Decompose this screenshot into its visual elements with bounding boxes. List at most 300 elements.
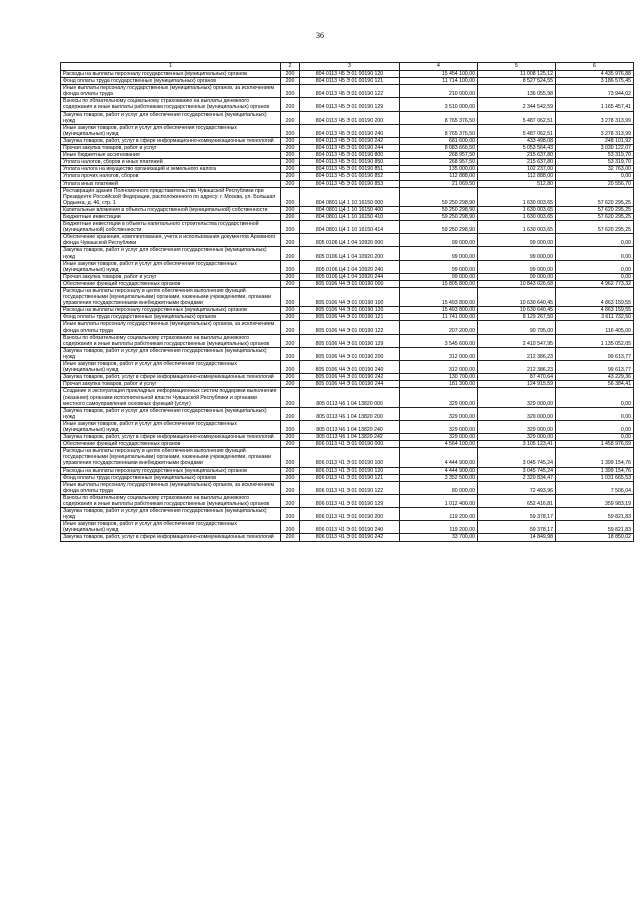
line-code-cell: 200 bbox=[281, 521, 300, 534]
approved-amount-cell: 80 000,00 bbox=[400, 481, 478, 494]
line-code-cell: 200 bbox=[281, 434, 300, 441]
approved-amount-cell: 3 352 500,00 bbox=[400, 474, 478, 481]
item-name-cell: Бюджетные инвестиции в объекты капитального строительства государственной (муниципальной) собственности bbox=[61, 221, 281, 234]
item-name-cell: Реставрация здания Полномочного представительства Чувашской Республики при Президенте Российской Федерации, расположенного по адресу: г. Москва, ул. Большая Ордынка, д. 46, стр. 1 bbox=[61, 187, 281, 206]
executed-amount-cell: 212 386,23 bbox=[478, 361, 556, 374]
budget-execution-table bbox=[60, 62, 634, 542]
approved-amount-cell: 4 444 900,00 bbox=[400, 448, 478, 467]
executed-amount-cell: 14 849,98 bbox=[478, 534, 556, 541]
line-code-cell: 200 bbox=[281, 314, 300, 321]
executed-amount-cell: 3 045 745,24 bbox=[478, 448, 556, 467]
line-code-cell: 200 bbox=[281, 508, 300, 521]
approved-amount-cell: 59 250 298,90 bbox=[400, 187, 478, 206]
line-code-cell: 200 bbox=[281, 534, 300, 541]
table-row bbox=[61, 159, 634, 166]
unexecuted-amount-cell: 0,00 bbox=[556, 434, 634, 441]
line-code-cell: 200 bbox=[281, 307, 300, 314]
budget-code-cell: 805 0106 Ч4 Э 01 00190 240 bbox=[300, 361, 400, 374]
executed-amount-cell: 112 888,00 bbox=[478, 173, 556, 180]
executed-amount-cell: 10 843 026,68 bbox=[478, 280, 556, 287]
unexecuted-amount-cell: 73 944,02 bbox=[556, 85, 634, 98]
executed-amount-cell: 59 378,17 bbox=[478, 521, 556, 534]
line-code-cell: 200 bbox=[281, 260, 300, 273]
budget-code-cell: 805 0106 Ч4 Э 01 00190 100 bbox=[300, 288, 400, 307]
budget-code-cell: 804 0113 Ч5 Э 01 00190 800 bbox=[300, 152, 400, 159]
approved-amount-cell: 135 000,00 bbox=[400, 166, 478, 173]
approved-amount-cell: 119 200,00 bbox=[400, 508, 478, 521]
line-code-cell: 200 bbox=[281, 334, 300, 347]
unexecuted-amount-cell: 4 962 773,32 bbox=[556, 280, 634, 287]
line-code-cell: 200 bbox=[281, 173, 300, 180]
item-name-cell: Взносы по обязательному социальному страхованию на выплаты денежного содержания и иные выплаты работникам государственных (муниципальных) органов bbox=[61, 334, 281, 347]
unexecuted-amount-cell: 99 613,77 bbox=[556, 347, 634, 360]
unexecuted-amount-cell: 3 278 313,99 bbox=[556, 124, 634, 137]
unexecuted-amount-cell: 57 620 295,25 bbox=[556, 221, 634, 234]
table-row bbox=[61, 247, 634, 260]
budget-code-cell: 804 0113 Ч5 Э 01 00190 853 bbox=[300, 180, 400, 187]
line-code-cell: 200 bbox=[281, 85, 300, 98]
table-row bbox=[61, 494, 634, 507]
approved-amount-cell: 8 083 666,50 bbox=[400, 145, 478, 152]
unexecuted-amount-cell: 59 821,83 bbox=[556, 521, 634, 534]
table-row bbox=[61, 481, 634, 494]
unexecuted-amount-cell: 4 863 159,55 bbox=[556, 288, 634, 307]
unexecuted-amount-cell: 248 101,92 bbox=[556, 137, 634, 144]
table-row bbox=[61, 474, 634, 481]
approved-amount-cell: 15 493 800,00 bbox=[400, 307, 478, 314]
table-row bbox=[61, 98, 634, 111]
executed-amount-cell: 329 000,00 bbox=[478, 434, 556, 441]
item-name-cell: Закупка товаров, работ и услуг для обеспечения государственных (муниципальных) нужд bbox=[61, 247, 281, 260]
column-number: 5 bbox=[478, 63, 556, 71]
budget-code-cell: 804 0113 Ч5 Э 01 00190 200 bbox=[300, 111, 400, 124]
table-row bbox=[61, 152, 634, 159]
item-name-cell: Закупка товаров, работ, услуг в сфере информационно-коммуникационных технологий bbox=[61, 374, 281, 381]
executed-amount-cell: 10 630 640,45 bbox=[478, 288, 556, 307]
table-row bbox=[61, 273, 634, 280]
budget-code-cell: 804 0801 Ц4 1 10 16150 400 bbox=[300, 206, 400, 213]
executed-amount-cell: 5 053 564,43 bbox=[478, 145, 556, 152]
table-row bbox=[61, 187, 634, 206]
unexecuted-amount-cell: 0,00 bbox=[556, 273, 634, 280]
table-row bbox=[61, 314, 634, 321]
line-code-cell: 200 bbox=[281, 234, 300, 247]
approved-amount-cell: 21 069,50 bbox=[400, 180, 478, 187]
table-row bbox=[61, 78, 634, 85]
item-name-cell: Прочая закупка товаров, работ и услуг bbox=[61, 145, 281, 152]
line-code-cell: 200 bbox=[281, 247, 300, 260]
approved-amount-cell: 112 888,00 bbox=[400, 173, 478, 180]
unexecuted-amount-cell: 1 135 052,05 bbox=[556, 334, 634, 347]
line-code-cell: 200 bbox=[281, 280, 300, 287]
table-row bbox=[61, 420, 634, 433]
table-row bbox=[61, 221, 634, 234]
line-code-cell: 200 bbox=[281, 474, 300, 481]
approved-amount-cell: 8 765 376,50 bbox=[400, 111, 478, 124]
item-name-cell: Обеспечение функций государственных органов bbox=[61, 441, 281, 448]
approved-amount-cell: 210 000,00 bbox=[400, 85, 478, 98]
unexecuted-amount-cell: 3 186 575,45 bbox=[556, 78, 634, 85]
executed-amount-cell: 99 000,00 bbox=[478, 260, 556, 273]
executed-amount-cell: 8 129 267,50 bbox=[478, 314, 556, 321]
approved-amount-cell: 119 200,00 bbox=[400, 521, 478, 534]
unexecuted-amount-cell: 43 229,36 bbox=[556, 374, 634, 381]
budget-code-cell: 805 0106 Ч4 Э 01 00190 200 bbox=[300, 347, 400, 360]
item-name-cell: Закупка товаров, работ и услуг для обеспечения государственных (муниципальных) нужд bbox=[61, 111, 281, 124]
item-name-cell: Расходы на выплаты персоналу государственных (муниципальных) органов bbox=[61, 71, 281, 78]
column-number: 1 bbox=[61, 63, 281, 71]
unexecuted-amount-cell: 32 763,00 bbox=[556, 166, 634, 173]
item-name-cell: Закупка товаров, работ, услуг в сфере информационно-коммуникационных технологий bbox=[61, 434, 281, 441]
approved-amount-cell: 207 200,00 bbox=[400, 321, 478, 334]
approved-amount-cell: 329 000,00 bbox=[400, 388, 478, 407]
table-row bbox=[61, 374, 634, 381]
line-code-cell: 200 bbox=[281, 374, 300, 381]
approved-amount-cell: 681 600,00 bbox=[400, 137, 478, 144]
budget-code-cell: 806 0113 Ч1 Э 01 00190 200 bbox=[300, 508, 400, 521]
executed-amount-cell: 652 416,81 bbox=[478, 494, 556, 507]
item-name-cell: Иные закупки товаров, работ и услуг для обеспечения государственных (муниципальных) нужд bbox=[61, 420, 281, 433]
column-number: 4 bbox=[400, 63, 478, 71]
executed-amount-cell: 1 630 003,65 bbox=[478, 221, 556, 234]
executed-amount-cell: 102 237,00 bbox=[478, 166, 556, 173]
executed-amount-cell: 99 000,00 bbox=[478, 273, 556, 280]
executed-amount-cell: 1 630 003,65 bbox=[478, 206, 556, 213]
table-row bbox=[61, 361, 634, 374]
line-code-cell: 200 bbox=[281, 467, 300, 474]
unexecuted-amount-cell: 53 319,70 bbox=[556, 152, 634, 159]
unexecuted-amount-cell: 1 458 976,59 bbox=[556, 441, 634, 448]
executed-amount-cell: 433 498,08 bbox=[478, 137, 556, 144]
budget-code-cell: 805 0106 Ч4 Э 01 00190 121 bbox=[300, 314, 400, 321]
unexecuted-amount-cell: 0,00 bbox=[556, 173, 634, 180]
budget-code-cell: 806 0113 Ч1 Э 01 00190 129 bbox=[300, 494, 400, 507]
executed-amount-cell: 212 386,23 bbox=[478, 347, 556, 360]
line-code-cell: 200 bbox=[281, 448, 300, 467]
table-row bbox=[61, 85, 634, 98]
item-name-cell: Уплата прочих налогов, сборов bbox=[61, 173, 281, 180]
unexecuted-amount-cell: 0,00 bbox=[556, 420, 634, 433]
item-name-cell: Фонд оплаты труда государственных (муниципальных) органов bbox=[61, 474, 281, 481]
table-row bbox=[61, 280, 634, 287]
approved-amount-cell: 59 250 298,90 bbox=[400, 206, 478, 213]
budget-code-cell: 805 0106 Ч4 Э 01 00190 242 bbox=[300, 374, 400, 381]
budget-code-cell: 805 0106 Ч4 Э 01 00190 122 bbox=[300, 321, 400, 334]
executed-amount-cell: 1 630 003,65 bbox=[478, 213, 556, 220]
unexecuted-amount-cell: 1 399 154,76 bbox=[556, 467, 634, 474]
budget-code-cell: 804 0113 Ч5 Э 01 00190 242 bbox=[300, 137, 400, 144]
executed-amount-cell: 2 344 542,59 bbox=[478, 98, 556, 111]
item-name-cell: Прочая закупка товаров, работ и услуг bbox=[61, 273, 281, 280]
item-name-cell: Фонд оплаты труда государственных (муниципальных) органов bbox=[61, 78, 281, 85]
budget-code-cell: 805 0113 Ч6 1 04 13820 200 bbox=[300, 407, 400, 420]
column-number: 2 bbox=[281, 63, 300, 71]
budget-code-cell: 805 0106 Ч4 Э 01 00190 129 bbox=[300, 334, 400, 347]
approved-amount-cell: 181 300,00 bbox=[400, 381, 478, 388]
item-name-cell: Иные закупки товаров, работ и услуг для обеспечения государственных (муниципальных) нужд bbox=[61, 521, 281, 534]
item-name-cell: Капитальные вложения в объекты государственной (муниципальной) собственности bbox=[61, 206, 281, 213]
line-code-cell: 200 bbox=[281, 159, 300, 166]
approved-amount-cell: 99 000,00 bbox=[400, 247, 478, 260]
approved-amount-cell: 15 805 800,00 bbox=[400, 280, 478, 287]
item-name-cell: Иные закупки товаров, работ и услуг для обеспечения государственных (муниципальных) нужд bbox=[61, 361, 281, 374]
executed-amount-cell: 5 487 062,51 bbox=[478, 124, 556, 137]
budget-code-cell: 804 0113 Ч5 Э 01 00190 240 bbox=[300, 124, 400, 137]
approved-amount-cell: 11 741 000,00 bbox=[400, 314, 478, 321]
line-code-cell: 200 bbox=[281, 321, 300, 334]
approved-amount-cell: 99 000,00 bbox=[400, 273, 478, 280]
item-name-cell: Взносы по обязательному социальному страхованию на выплаты денежного содержания и иные выплаты работникам государственных (муниципальных) органов bbox=[61, 494, 281, 507]
executed-amount-cell: 329 000,00 bbox=[478, 388, 556, 407]
executed-amount-cell: 329 000,00 bbox=[478, 420, 556, 433]
table-row bbox=[61, 508, 634, 521]
budget-code-cell: 804 0113 Ч5 Э 01 00190 122 bbox=[300, 85, 400, 98]
table-row bbox=[61, 381, 634, 388]
item-name-cell: Иные выплаты персоналу государственных (муниципальных) органов, за исключением фонда оплаты труда bbox=[61, 321, 281, 334]
table-row bbox=[61, 321, 634, 334]
table-row bbox=[61, 534, 634, 541]
unexecuted-amount-cell: 3 611 732,50 bbox=[556, 314, 634, 321]
approved-amount-cell: 1 012 400,00 bbox=[400, 494, 478, 507]
budget-code-cell: 804 0113 Ч5 Э 01 00190 850 bbox=[300, 159, 400, 166]
line-code-cell: 200 bbox=[281, 152, 300, 159]
item-name-cell: Расходы на выплаты персоналу государственных (муниципальных) органов bbox=[61, 307, 281, 314]
budget-code-cell: 806 0113 Ч1 Э 01 00190 122 bbox=[300, 481, 400, 494]
line-code-cell: 200 bbox=[281, 347, 300, 360]
unexecuted-amount-cell: 7 506,04 bbox=[556, 481, 634, 494]
unexecuted-amount-cell: 4 435 976,88 bbox=[556, 71, 634, 78]
unexecuted-amount-cell: 4 863 159,55 bbox=[556, 307, 634, 314]
approved-amount-cell: 4 564 100,00 bbox=[400, 441, 478, 448]
table-row bbox=[61, 407, 634, 420]
unexecuted-amount-cell: 1 165 457,41 bbox=[556, 98, 634, 111]
unexecuted-amount-cell: 56 384,41 bbox=[556, 381, 634, 388]
approved-amount-cell: 3 545 600,00 bbox=[400, 334, 478, 347]
table-row bbox=[61, 467, 634, 474]
executed-amount-cell: 3 105 123,41 bbox=[478, 441, 556, 448]
approved-amount-cell: 312 000,00 bbox=[400, 347, 478, 360]
item-name-cell: Уплата налогов, сборов и иных платежей bbox=[61, 159, 281, 166]
unexecuted-amount-cell: 53 319,70 bbox=[556, 159, 634, 166]
line-code-cell: 200 bbox=[281, 71, 300, 78]
line-code-cell: 200 bbox=[281, 441, 300, 448]
item-name-cell: Обеспечение функций государственных органов bbox=[61, 280, 281, 287]
approved-amount-cell: 268 957,50 bbox=[400, 152, 478, 159]
table-row bbox=[61, 521, 634, 534]
executed-amount-cell: 2 410 547,95 bbox=[478, 334, 556, 347]
line-code-cell: 200 bbox=[281, 111, 300, 124]
budget-code-cell: 805 0106 Ч4 Э 01 00190 000 bbox=[300, 280, 400, 287]
approved-amount-cell: 11 714 100,00 bbox=[400, 78, 478, 85]
approved-amount-cell: 312 000,00 bbox=[400, 361, 478, 374]
item-name-cell: Создание и эксплуатация прикладных информационных систем поддержки выполнения (оказания) органами исполнительной власти Чувашской Республики и органами местного самоуправления основных функций (услуг) bbox=[61, 388, 281, 407]
approved-amount-cell: 3 510 000,00 bbox=[400, 98, 478, 111]
unexecuted-amount-cell: 20 556,70 bbox=[556, 180, 634, 187]
line-code-cell: 200 bbox=[281, 137, 300, 144]
item-name-cell: Закупка товаров, работ и услуг для обеспечения государственных (муниципальных) нужд bbox=[61, 407, 281, 420]
unexecuted-amount-cell: 0,00 bbox=[556, 247, 634, 260]
table-row bbox=[61, 213, 634, 220]
budget-code-cell: 805 0106 Ч4 Э 01 00190 120 bbox=[300, 307, 400, 314]
table-row bbox=[61, 441, 634, 448]
approved-amount-cell: 99 000,00 bbox=[400, 234, 478, 247]
unexecuted-amount-cell: 59 821,83 bbox=[556, 508, 634, 521]
unexecuted-amount-cell: 99 613,77 bbox=[556, 361, 634, 374]
unexecuted-amount-cell: 0,00 bbox=[556, 388, 634, 407]
item-name-cell: Иные бюджетные ассигнования bbox=[61, 152, 281, 159]
unexecuted-amount-cell: 0,00 bbox=[556, 260, 634, 273]
item-name-cell: Уплата налога на имущество организаций и земельного налога bbox=[61, 166, 281, 173]
executed-amount-cell: 329 000,00 bbox=[478, 407, 556, 420]
unexecuted-amount-cell: 3 278 313,99 bbox=[556, 111, 634, 124]
approved-amount-cell: 8 765 376,50 bbox=[400, 124, 478, 137]
table-row bbox=[61, 288, 634, 307]
table-row bbox=[61, 111, 634, 124]
executed-amount-cell: 124 915,59 bbox=[478, 381, 556, 388]
item-name-cell: Прочая закупка товаров, работ и услуг bbox=[61, 381, 281, 388]
executed-amount-cell: 2 320 834,47 bbox=[478, 474, 556, 481]
approved-amount-cell: 329 000,00 bbox=[400, 407, 478, 420]
budget-code-cell: 804 0113 Ч5 Э 01 00190 120 bbox=[300, 71, 400, 78]
approved-amount-cell: 130 700,00 bbox=[400, 374, 478, 381]
budget-code-cell: 805 0106 Ц4 1 04 10920 240 bbox=[300, 260, 400, 273]
executed-amount-cell: 11 008 125,12 bbox=[478, 71, 556, 78]
item-name-cell: Расходы на выплаты персоналу государственных (муниципальных) органов bbox=[61, 467, 281, 474]
line-code-cell: 200 bbox=[281, 481, 300, 494]
budget-code-cell: 806 0113 Ч1 Э 01 00190 120 bbox=[300, 467, 400, 474]
unexecuted-amount-cell: 18 850,02 bbox=[556, 534, 634, 541]
line-code-cell: 200 bbox=[281, 166, 300, 173]
item-name-cell: Взносы по обязательному социальному страхованию на выплаты денежного содержания и иные выплаты работникам государственных (муниципальных) органов bbox=[61, 98, 281, 111]
budget-code-cell: 805 0106 Ц4 1 04 10920 244 bbox=[300, 273, 400, 280]
table-row bbox=[61, 71, 634, 78]
executed-amount-cell: 99 000,00 bbox=[478, 234, 556, 247]
budget-code-cell: 805 0113 Ч6 1 04 13820 000 bbox=[300, 388, 400, 407]
line-code-cell: 200 bbox=[281, 187, 300, 206]
line-code-cell: 200 bbox=[281, 388, 300, 407]
executed-amount-cell: 1 630 003,65 bbox=[478, 187, 556, 206]
item-name-cell: Бюджетные инвестиции bbox=[61, 213, 281, 220]
budget-code-cell: 805 0113 Ч6 1 04 13820 242 bbox=[300, 434, 400, 441]
line-code-cell: 200 bbox=[281, 145, 300, 152]
budget-code-cell: 804 0113 Ч5 Э 01 00190 129 bbox=[300, 98, 400, 111]
item-name-cell: Закупка товаров, работ и услуг для обеспечения государственных (муниципальных) нужд bbox=[61, 347, 281, 360]
executed-amount-cell: 90 795,00 bbox=[478, 321, 556, 334]
executed-amount-cell: 3 045 745,24 bbox=[478, 467, 556, 474]
table-row bbox=[61, 434, 634, 441]
executed-amount-cell: 10 630 640,45 bbox=[478, 307, 556, 314]
approved-amount-cell: 99 000,00 bbox=[400, 260, 478, 273]
line-code-cell: 200 bbox=[281, 407, 300, 420]
unexecuted-amount-cell: 57 620 295,25 bbox=[556, 213, 634, 220]
budget-code-cell: 805 0106 Ц4 1 04 10920 000 bbox=[300, 234, 400, 247]
table-row bbox=[61, 137, 634, 144]
line-code-cell: 200 bbox=[281, 206, 300, 213]
executed-amount-cell: 8 527 524,55 bbox=[478, 78, 556, 85]
table-row bbox=[61, 234, 634, 247]
budget-code-cell: 804 0113 Ч5 Э 01 00190 244 bbox=[300, 145, 400, 152]
table-row bbox=[61, 307, 634, 314]
table-row bbox=[61, 124, 634, 137]
unexecuted-amount-cell: 1 399 154,76 bbox=[556, 448, 634, 467]
budget-code-cell: 804 0801 Ц4 1 10 16150 410 bbox=[300, 213, 400, 220]
executed-amount-cell: 72 493,96 bbox=[478, 481, 556, 494]
budget-code-cell: 804 0801 Ц4 1 10 16150 414 bbox=[300, 221, 400, 234]
approved-amount-cell: 15 493 800,00 bbox=[400, 288, 478, 307]
unexecuted-amount-cell: 116 405,00 bbox=[556, 321, 634, 334]
table-row bbox=[61, 206, 634, 213]
table-row bbox=[61, 166, 634, 173]
item-name-cell: Закупка товаров, работ, услуг в сфере информационно-коммуникационных технологий bbox=[61, 534, 281, 541]
approved-amount-cell: 59 250 298,90 bbox=[400, 213, 478, 220]
line-code-cell: 200 bbox=[281, 494, 300, 507]
column-number: 3 bbox=[300, 63, 400, 71]
budget-code-cell: 805 0106 Ц4 1 04 10920 200 bbox=[300, 247, 400, 260]
item-name-cell: Обеспечение хранения, комплектования, учета и использования документов Архивного фонда Чувашской Республики bbox=[61, 234, 281, 247]
budget-code-cell: 804 0113 Ч5 Э 01 00190 121 bbox=[300, 78, 400, 85]
table-row bbox=[61, 173, 634, 180]
line-code-cell: 200 bbox=[281, 273, 300, 280]
item-name-cell: Уплата иных платежей bbox=[61, 180, 281, 187]
line-code-cell: 200 bbox=[281, 213, 300, 220]
column-number-row bbox=[61, 63, 634, 71]
unexecuted-amount-cell: 0,00 bbox=[556, 234, 634, 247]
item-name-cell: Расходы на выплаты персоналу в целях обеспечения выполнения функций государственными (муниципальными) органами, казенными учреждениями, органами управления государственными внебюджетными фондами bbox=[61, 288, 281, 307]
approved-amount-cell: 15 454 100,00 bbox=[400, 71, 478, 78]
budget-code-cell: 806 0113 Ч1 Э 01 00190 000 bbox=[300, 441, 400, 448]
unexecuted-amount-cell: 3 030 122,07 bbox=[556, 145, 634, 152]
column-number: 6 bbox=[556, 63, 634, 71]
budget-code-cell: 806 0113 Ч1 Э 01 00190 242 bbox=[300, 534, 400, 541]
budget-code-cell: 806 0113 Ч1 Э 01 00190 121 bbox=[300, 474, 400, 481]
line-code-cell: 200 bbox=[281, 381, 300, 388]
budget-code-cell: 805 0113 Ч6 1 04 13820 240 bbox=[300, 420, 400, 433]
table-row bbox=[61, 334, 634, 347]
budget-code-cell: 805 0106 Ч4 Э 01 00190 244 bbox=[300, 381, 400, 388]
item-name-cell: Иные закупки товаров, работ и услуг для обеспечения государственных (муниципальных) нужд bbox=[61, 124, 281, 137]
item-name-cell: Закупка товаров, работ, услуг в сфере информационно-коммуникационных технологий bbox=[61, 137, 281, 144]
item-name-cell: Закупка товаров, работ и услуг для обеспечения государственных (муниципальных) нужд bbox=[61, 508, 281, 521]
executed-amount-cell: 87 470,64 bbox=[478, 374, 556, 381]
budget-code-cell: 804 0801 Ц4 1 10 16150 000 bbox=[300, 187, 400, 206]
executed-amount-cell: 512,80 bbox=[478, 180, 556, 187]
item-name-cell: Иные закупки товаров, работ и услуг для обеспечения государственных (муниципальных) нужд bbox=[61, 260, 281, 273]
table-row bbox=[61, 448, 634, 467]
unexecuted-amount-cell: 0,00 bbox=[556, 407, 634, 420]
budget-code-cell: 806 0113 Ч1 Э 01 00190 240 bbox=[300, 521, 400, 534]
executed-amount-cell: 5 487 062,51 bbox=[478, 111, 556, 124]
budget-code-cell: 804 0113 Ч5 Э 01 00190 851 bbox=[300, 166, 400, 173]
approved-amount-cell: 59 250 298,90 bbox=[400, 221, 478, 234]
line-code-cell: 200 bbox=[281, 180, 300, 187]
executed-amount-cell: 136 055,98 bbox=[478, 85, 556, 98]
unexecuted-amount-cell: 359 983,19 bbox=[556, 494, 634, 507]
budget-code-cell: 804 0113 Ч5 Э 01 00190 852 bbox=[300, 173, 400, 180]
unexecuted-amount-cell: 57 620 295,25 bbox=[556, 206, 634, 213]
line-code-cell: 200 bbox=[281, 98, 300, 111]
line-code-cell: 200 bbox=[281, 124, 300, 137]
executed-amount-cell: 215 637,80 bbox=[478, 159, 556, 166]
unexecuted-amount-cell: 57 620 295,25 bbox=[556, 187, 634, 206]
table-row bbox=[61, 180, 634, 187]
line-code-cell: 200 bbox=[281, 361, 300, 374]
table-row bbox=[61, 388, 634, 407]
line-code-cell: 200 bbox=[281, 221, 300, 234]
approved-amount-cell: 329 000,00 bbox=[400, 434, 478, 441]
approved-amount-cell: 4 444 900,00 bbox=[400, 467, 478, 474]
item-name-cell: Расходы на выплаты персоналу в целях обеспечения выполнения функций государственными (муниципальными) органами, казенными учреждениями, органами управления государственными внебюджетными фондами bbox=[61, 448, 281, 467]
executed-amount-cell: 215 637,80 bbox=[478, 152, 556, 159]
